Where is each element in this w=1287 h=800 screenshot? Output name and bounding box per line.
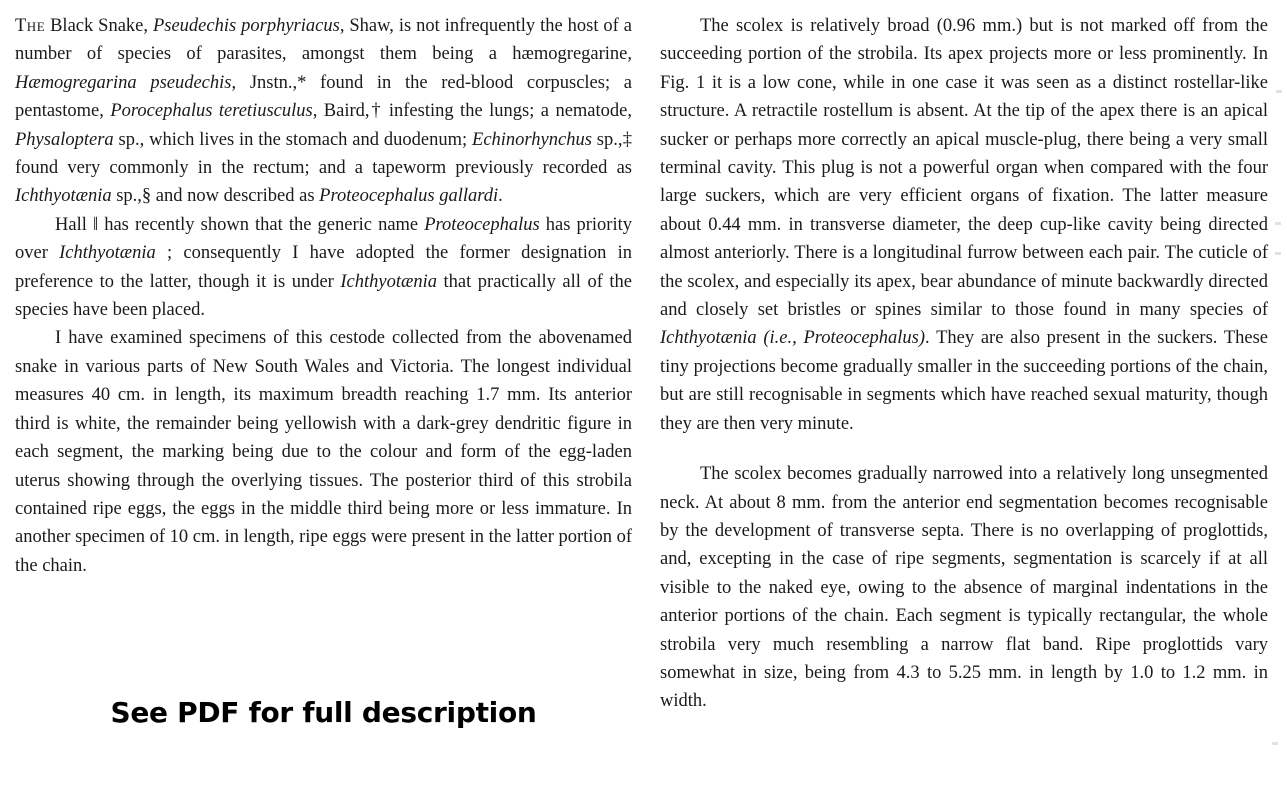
- species-name-italic: Proteocephalus: [424, 214, 540, 235]
- species-name-italic: Ichthyotænia: [59, 243, 156, 264]
- scan-speck: [1272, 742, 1278, 745]
- species-name-italic: Hæmogregarina pseudechis: [15, 72, 232, 93]
- text-run: The: [15, 16, 46, 36]
- text-run: , Baird,† infesting the lungs; a nematode,: [312, 101, 632, 122]
- text-run: sp.,‡ found very commonly in the rectum; and a tapeworm previously recorded as: [15, 129, 632, 179]
- text-run: has priority over: [15, 214, 632, 264]
- species-name-italic: Ichthyotænia: [15, 186, 112, 207]
- species-name-italic: Physaloptera: [15, 129, 114, 150]
- scan-speck: [1276, 90, 1282, 93]
- text-run: sp., which lives in the stomach and duodenum;: [113, 129, 473, 150]
- species-name-italic: Echinorhynchus: [472, 129, 592, 150]
- see-pdf-note: See PDF for full description: [110, 696, 537, 729]
- left-text-column: [15, 12, 632, 580]
- text-run: Hall ‖ has recently shown that the generic name: [55, 214, 425, 235]
- text-run: Black Snake,: [45, 16, 153, 36]
- text-run: .: [498, 186, 503, 207]
- text-run: The scolex becomes gradually narrowed into a relatively long unsegmented neck. At about 8 mm. from the anterior end segmentation becomes recognisable by the development of transverse septa. There is no overlapping of proglottids, and, excepting in the case of ripe segments, segmentation is scarcely if at all visible to the naked eye, owing to the absence of marginal indentations in the anterior portions of the chain. Each segment is typically rectangular, the whole strobila very much resembling a narrow flat band. Ripe proglottids vary somewhat in size, being from 4.3 to 5.25 mm. in length by 1.0 to 1.2 mm. in width.: [660, 464, 1268, 712]
- species-name-italic: Ichthyotænia: [340, 271, 437, 292]
- text-run: , Shaw, is not infrequently the host of a number of species of parasites, amongst them being a hæmogregarine,: [15, 16, 632, 65]
- paragraph: [15, 211, 632, 325]
- text-run: I have examined specimens of this cestode collected from the abovenamed snake in various parts of New South Wales and Victoria. The longest individual measures 40 cm. in length, its maximum breadth reaching 1.7 mm. Its anterior third is white, the remainder being yellowish with a dark-grey dendritic figure in each segment, the marking being due to the colour and form of the egg-laden uterus showing through the overlying tissues. The posterior third of this strobila contained ripe eggs, the eggs in the middle third being more or less immature. In another specimen of 10 cm. in length, ripe eggs were present in the latter portion of the chain.: [15, 328, 632, 576]
- species-name-italic: Proteocephalus gallardi: [319, 186, 499, 207]
- species-name-italic: Pseudechis porphyriacus: [152, 16, 340, 36]
- paragraph: [660, 460, 1268, 716]
- text-run: The scolex is relatively broad (0.96 mm.) but is not marked off from the succeeding portion of the strobila. Its apex projects more or less prominently. In Fig. 1 it is a low cone, while in one case it was seen as a distinct rostellar-like structure. A retractile rostellum is absent. At the tip of the apex there is an apical sucker or perhaps more correctly an apical muscle-plug, there being a very small terminal cavity. This plug is not a powerful organ when compared with the four large suckers, which are very efficient organs of fixation. The latter measure about 0.44 mm. in transverse diameter, the deep cup-like cavity being directed almost anteriorly. There is a longitudinal furrow between each pair. The cuticle of the scolex, and especially its apex, bear abundance of minute backwardly directed and closely set bristles or spines similar to those found in many species of: [660, 16, 1268, 321]
- paragraph: [660, 12, 1268, 438]
- scan-speck: [1275, 252, 1281, 255]
- text-run: ; consequently I have adopted the former designation in preference to the latter, though it is under: [15, 243, 632, 292]
- text-run: sp.,§ and now described as: [111, 186, 320, 207]
- right-text-column: [660, 12, 1268, 716]
- text-run: , Jnstn.,* found in the red-blood corpuscles; a pentastome,: [15, 72, 633, 122]
- species-name-italic: Ichthyotænia (i.e., Proteocephalus): [660, 328, 926, 349]
- text-run: . They are also present in the suckers. These tiny projections become gradually smaller in the succeeding portions of the chain, but are still recognisable in segments which have reached sexual maturity, though they are then very minute.: [660, 328, 1268, 434]
- text-run: that practically all of the species have been placed.: [15, 271, 633, 321]
- species-name-italic: Porocephalus teretiusculus: [110, 101, 313, 122]
- scan-speck: [1275, 222, 1281, 225]
- paragraph: [15, 12, 632, 211]
- paragraph: [15, 324, 632, 580]
